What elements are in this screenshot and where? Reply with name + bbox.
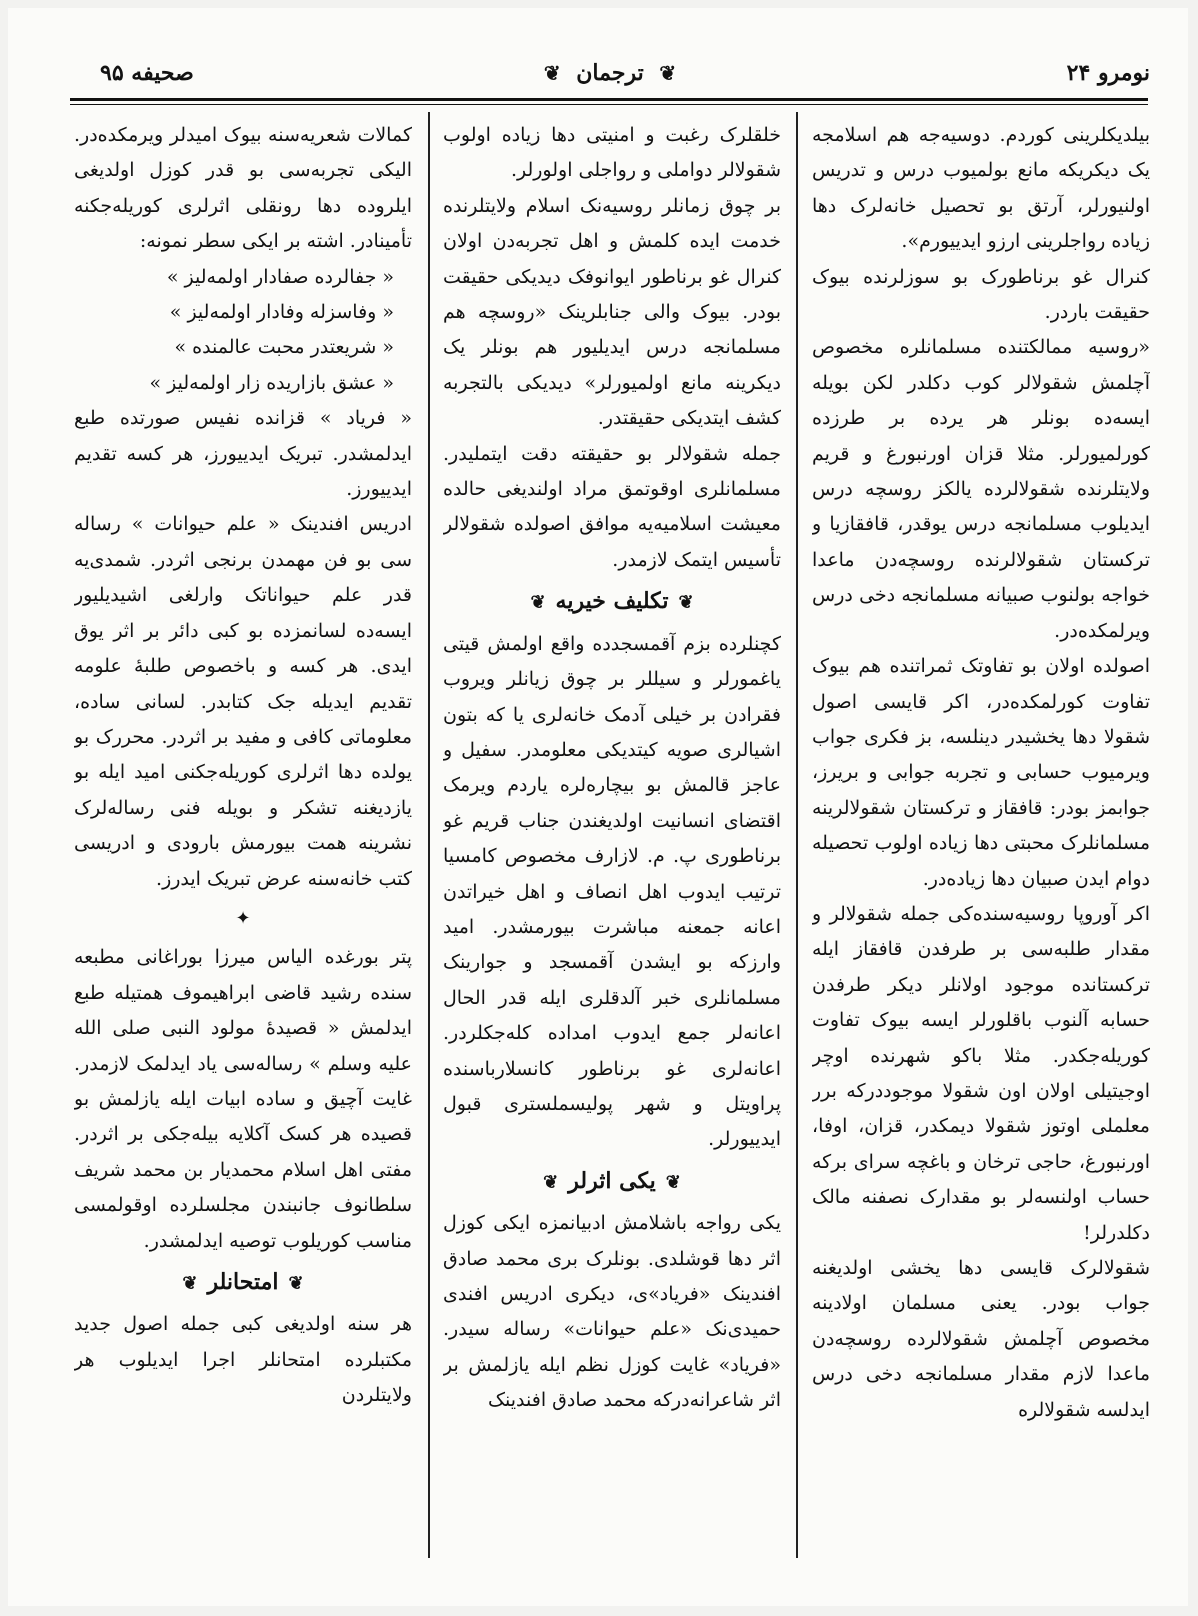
paragraph: کمالات شعریه‌سنه بیوک امیدلر ویرمکده‌در. الیکی تجربه‌سی بو قدر کوزل اولدیغی ایلروده دها رونقلی اثرلری کوریله‌جکنه تأمینادر. اشته بر ایکی سطر نمونه: (74, 124, 412, 253)
paragraph: «روسیه ممالکتنده مسلمانلره مخصوص آچلمش شقولالر کوب دکلدر لکن بویله ایسه‌ده بونلر هر یرده بر طرزده کورلمیورلر. مثلا قزان اورنبورغ و قریم ولایتلرنده شقولالرده یالکز روسچه درس ایدیلوب مسلمانجه درس یوقدر، قافقازیا و ترکستان شقولالرنده روسچه‌دن ماعدا خواجه بولنوب صبیانه مسلمانجه دخی درس ویرلمکده‌در. (812, 336, 1150, 642)
ornament-left-icon: ❦ (659, 61, 677, 85)
ornament-right-icon: ❦ (543, 61, 561, 85)
section-heading-charity (443, 584, 781, 620)
section-title: یکی اثرلر (568, 1167, 656, 1194)
paragraph: بیلدیکلرینی کوردم. دوسیه‌جه هم اسلامجه یک دیکریکه مانع بولمیوب درس و تدریس اولنیورلر، آرتق بو تحصیل خانه‌لرک دها زیاده رواجلرینی ارزو ایدییورم». (812, 124, 1150, 253)
paragraph: کنرال غو برناطورک بو سوزلرنده بیوک حقیقت باردر. (812, 265, 1150, 324)
paragraph: اصولده اولان بو تفاوتک ثمراتنده هم بیوک تفاوت کورلمکده‌در، اکر قایسی اصول شقولا دها یخشیدر دینلسه، بز فکری جواب ویرمیوب حسابی و تجربه جوابی و بریرز، جوابمز بودر: قافقاز و ترکستان شقولالرینه مسلمانلرک محبتی دها زیاده اولوب تحصیله دوام ایدن صبیان دها زیاده‌در. (812, 655, 1150, 890)
issue-number-label: نومرو ۲۴ (1066, 60, 1150, 86)
ornament-icon: ❦ (288, 1273, 304, 1294)
ornament-icon: ❦ (530, 592, 546, 614)
verse-line: « عشق بازاریده زار اولمه‌لیز » (149, 371, 394, 394)
ornament-icon: ❦ (678, 592, 694, 614)
section-heading-exams (74, 1265, 412, 1301)
section-title: تکلیف خیریه (555, 588, 669, 615)
page-number-label: صحیفه ۹۵ (100, 60, 194, 86)
header-rule-bottom (70, 104, 1148, 105)
verse-line: « شریعتدر محبت عالمنده » (174, 336, 394, 359)
ornament-icon: ❦ (182, 1273, 198, 1294)
paragraph: یکی رواجه باشلامش ادبیانمزه ایکی کوزل اثر دها قوشلدی. بونلرک بری محمد صادق افندینک «فریاد»ی، دیکری ادریس افندی حمیدی‌نک «علم حیوانات» رساله سیدر. «فریاد» غایت کوزل نظم ایله یازلمش بر اثر شاعرانه‌درکه محمد صادق افندینک (443, 1212, 781, 1412)
column-divider-left (428, 112, 430, 1558)
paragraph: کچنلرده بزم آقمسجدده واقع اولمش قیتی یاغمورلر و سیللر بر چوق زیانلر ویروب فقرادن بر خیلی آدمک خانه‌لری یا که بتون اشیالری صویه کیتدیکی معلومدر. سفیل و عاجز قالمش بو بیچاره‌لره یاردم ویرمک اقتضای انسانیت اولدیغندن جناب قریم غو برناطوری پ. م. لازارف مخصوص کامسیا ترتیب ایدوب اهل انصاف و اهل خیراتدن اعانه جمعنه مباشرت بیورمشدر. امید وارزکه بو ایشدن آقمسجد و جوارینک مسلمانلری خبر آلدقلری ایله قدر الحال اعانه‌لر جمع ایدوب امداده کله‌جکلردر. اعانه‌لری غو برناطور کانسلارباسنده پراویتل و شهر پولیسملستری قبول ایدییورلر. (443, 632, 781, 1151)
header-rule-top (70, 98, 1148, 101)
column-divider-right (796, 112, 798, 1558)
masthead-title-block (70, 60, 1150, 86)
section-heading-new-works (443, 1164, 781, 1200)
masthead-title: ترجمان (576, 60, 644, 86)
ornament-icon: ❦ (543, 1171, 559, 1193)
paragraph: شقولالرک قایسی دها یخشی اولدیغنه جواب بودر. یعنی مسلمان اولادینه مخصوص آچلمش شقولالرده روسچه‌دن ماعدا لازم مقدار مسلمانجه دخی درس ایدلسه شقولالره (812, 1257, 1150, 1421)
paragraph: اکر آوروپا روسیه‌سنده‌کی جمله شقولالر و مقدار طلبه‌سی بر طرفدن قافقاز ایله ترکستانده موجود اولانلر دیکر طرفدن حسابه آلنوب باقلورلر ایسه بیوک تفاوت کوریله‌جکدر. مثلا باکو شهرنده اوچر اوجیتیلی اولان اون شقولا موجوددرکه برر معلملی اوتوز شقولا دیمکدر، قزان، اوفا، اورنبورغ، حاجی ترخان و باغچه سرای برکه حساب اولنسه‌لر بو مقدارک نصفنه مالک دکلدرلر! (812, 902, 1150, 1244)
verse-line: « وفاسزله وفادار اولمه‌لیز » (169, 301, 394, 324)
separator-star-icon: ✦ (235, 907, 251, 929)
paragraph: خلقلرک رغبت و امنیتی دها زیاده اولوب شقولالر دواملی و رواجلی اولورلر. (443, 124, 781, 182)
ornament-icon: ❦ (665, 1171, 681, 1193)
paragraph: پتر بورغده الیاس میرزا بوراغانی مطبعه سنده رشید قاضی ابراهیموف همتیله طبع ایدلمش « قصیدهٔ مولود النبی صلی الله علیه وسلم » رساله‌سی یاد ایدلمک لازمدر. غایت آچیق و ساده ابیات ایله یازلمش بو قصیده هر کسک آکلایه بیله‌جکی بر اثردر. مفتی اهل اسلام محمدیار بن محمد شریف سلطانوف جانبندن مجلسلرده اوقولمسی مناسب کوریلوب توصیه ایدلمشدر. (74, 946, 412, 1252)
paragraph: بر چوق زمانلر روسیه‌نک اسلام ولایتلرنده خدمت ایده کلمش و اهل تجربه‌دن اولان کنرال غو برناطور ایوانوفک دیدیکی حقیقت بودر. بیوک والی جنابلرینک «روسچه هم مسلمانجه درس ایدیلیور هم بونلر یک دیکرینه مانع اولمیورلر» دیدیکی بالتجربه کشف ایتدیکی حقیقتدر. (443, 194, 781, 430)
section-title: امتحانلر (207, 1269, 279, 1295)
paragraph: « فریاد » قزانده نفیس صورتده طبع ایدلمشدر. تبریک ایدییورز، هر کسه تقدیم ایدییورز. (74, 407, 412, 501)
paragraph: جمله شقولالر بو حقیقته دقت ایتملیدر. مسلمانلری اوقوتمق مراد اولندیغی حالده معیشت اسلامیه‌یه موافق اصولده شقولالر تأسیس ایتمک لازمدر. (443, 442, 781, 571)
column-middle (443, 118, 781, 1558)
paragraph: ادریس افندینک « علم حیوانات » رساله سی بو فن مهمدن برنجی اثردر. شمدی‌یه قدر علم حیواناتک وارلغی اشیدیلیور ایسه‌ده لسانمزده بو کبی دائر بر اثر یوق ایدی. هر کسه و باخصوص طلبهٔ علومه تقدیم ایدیله جک کتابدر. لسانی ساده، معلوماتی کافی و مفید بر اثردر. محررک بو یولده دها اثرلری کوریله‌جکنی امید ایله بو یازدیغنه تشکر و بویله فنی رساله‌لرک نشرینه همت بیورمش بارودی و ادریسی کتب خانه‌سنه عرض تبریک ایدرز. (74, 513, 412, 890)
page-header (70, 58, 1150, 98)
paragraph: هر سنه اولدیغی کبی جمله اصول جدید مکتبلرده امتحانلر اجرا ایدیلوب هر ولایتلردن (74, 1313, 412, 1407)
column-left (74, 118, 412, 1558)
verse-line: « جفالرده صفادار اولمه‌لیز » (166, 265, 394, 288)
column-right (812, 118, 1150, 1558)
